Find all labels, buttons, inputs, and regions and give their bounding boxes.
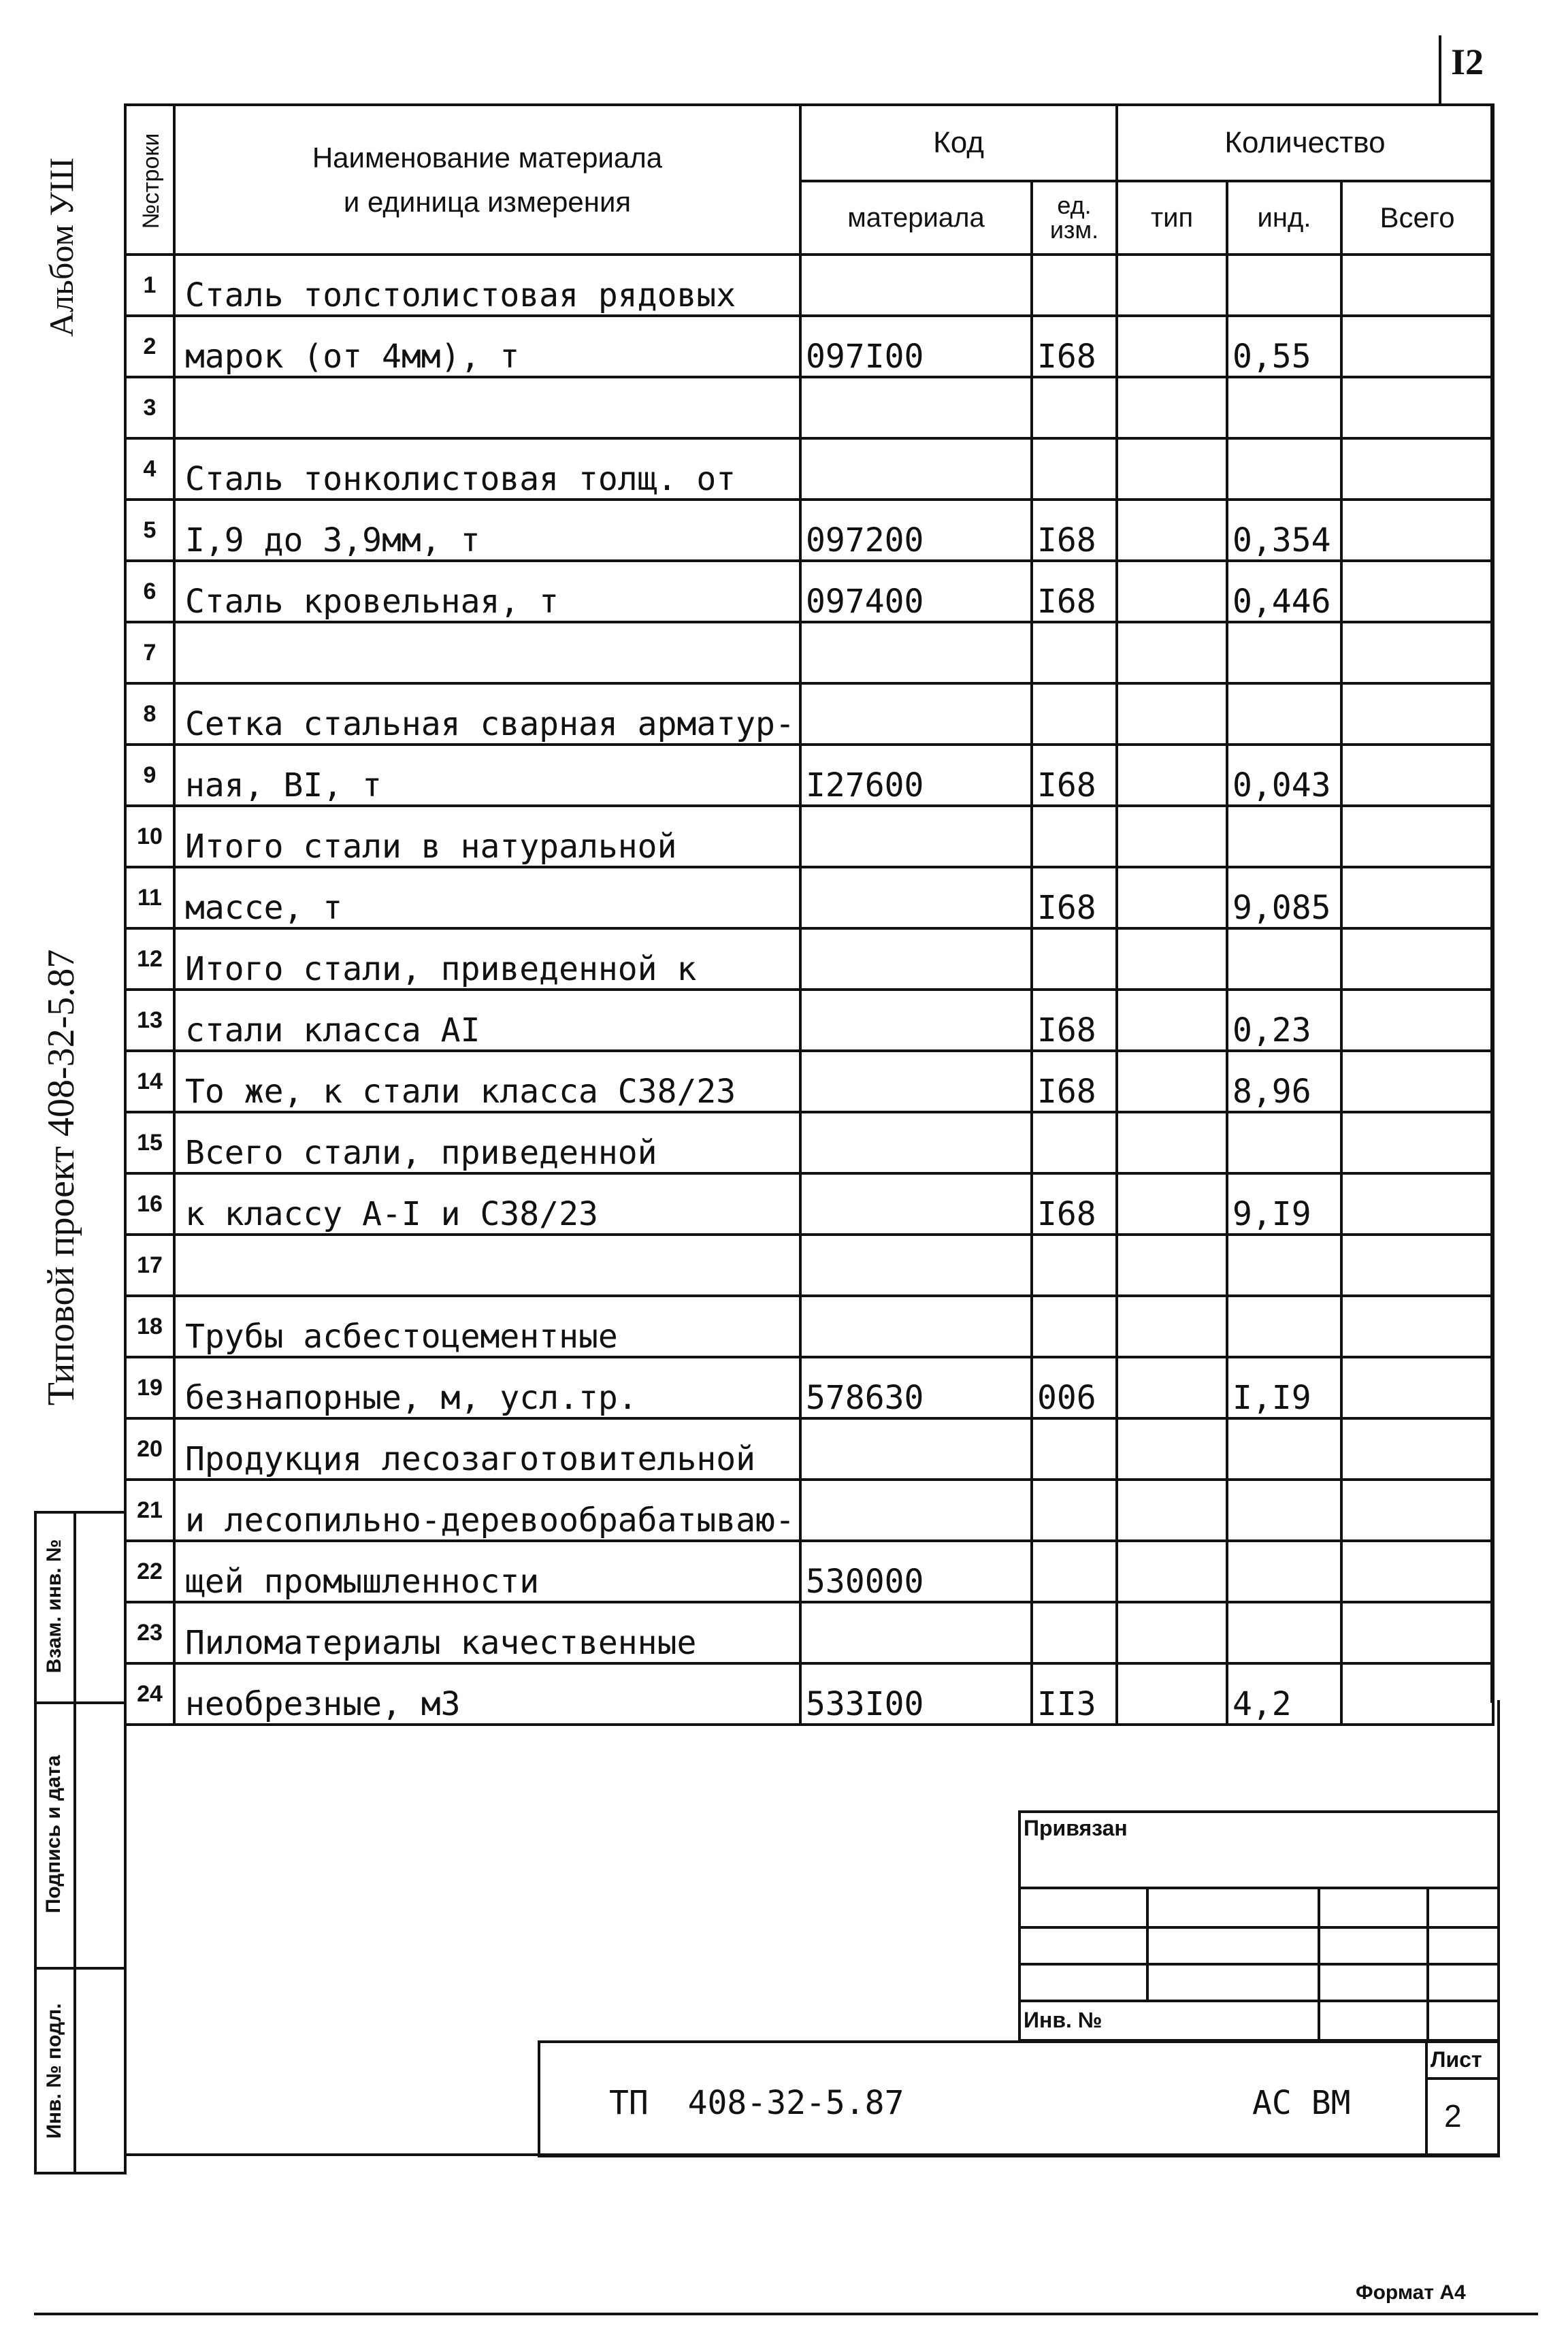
- row-number: 16: [125, 1173, 174, 1235]
- qty-type: [1117, 1051, 1227, 1112]
- unit-code: I68: [1032, 1051, 1117, 1112]
- material-name: ная, BI, т: [174, 745, 800, 806]
- table-row: [125, 255, 1493, 316]
- header-qty-type: тип: [1117, 181, 1227, 255]
- qty-total: [1341, 1418, 1493, 1480]
- row-number: 17: [125, 1235, 174, 1296]
- table-row: [125, 1296, 1493, 1357]
- table-row: [125, 622, 1493, 683]
- qty-total: [1341, 1663, 1493, 1725]
- row-number: 6: [125, 561, 174, 622]
- material-code: 097I00: [800, 316, 1032, 377]
- materials-table: [124, 103, 1494, 1726]
- unit-code: [1032, 1480, 1117, 1541]
- row-number: 9: [125, 745, 174, 806]
- material-name: щей промышленности: [174, 1541, 800, 1602]
- qty-total: [1341, 255, 1493, 316]
- table-row: [125, 438, 1493, 500]
- table-row: [125, 316, 1493, 377]
- qty-type: [1117, 745, 1227, 806]
- row-number: 22: [125, 1541, 174, 1602]
- format-label: Формат А4: [1356, 2281, 1466, 2304]
- side-label-podpis: Подпись и дата: [42, 1755, 65, 1914]
- qty-ind: [1227, 1480, 1341, 1541]
- qty-ind: [1227, 928, 1341, 990]
- material-name: стали класса AI: [174, 990, 800, 1051]
- qty-type: [1117, 1235, 1227, 1296]
- sheet-label: Лист: [1431, 2047, 1482, 2072]
- header-qty-group: Количество: [1117, 105, 1493, 181]
- qty-type: [1117, 1173, 1227, 1235]
- row-number: 8: [125, 683, 174, 745]
- qty-total: [1341, 1051, 1493, 1112]
- qty-total: [1341, 1235, 1493, 1296]
- qty-total: [1341, 928, 1493, 990]
- material-code: 097200: [800, 500, 1032, 561]
- qty-ind: [1227, 377, 1341, 438]
- table-row: [125, 1418, 1493, 1480]
- qty-ind: 0,354: [1227, 500, 1341, 561]
- qty-total: [1341, 561, 1493, 622]
- qty-type: [1117, 928, 1227, 990]
- project-label: Типовой проект 408-32-5.87: [40, 949, 82, 1406]
- table-row: [125, 377, 1493, 438]
- qty-ind: [1227, 1541, 1341, 1602]
- unit-code: [1032, 1112, 1117, 1173]
- qty-total: [1341, 1296, 1493, 1357]
- table-row: [125, 1541, 1493, 1602]
- header-name: Наименование материала и единица измерения: [174, 105, 800, 255]
- material-name: I,9 до 3,9мм, т: [174, 500, 800, 561]
- row-number: 18: [125, 1296, 174, 1357]
- qty-ind: 4,2: [1227, 1663, 1341, 1725]
- material-name: Итого стали, приведенной к: [174, 928, 800, 990]
- inv-no-label: Инв. №: [1024, 2008, 1102, 2032]
- table-row: [125, 928, 1493, 990]
- qty-type: [1117, 1480, 1227, 1541]
- qty-type: [1117, 806, 1227, 867]
- unit-code: [1032, 1541, 1117, 1602]
- qty-ind: [1227, 622, 1341, 683]
- table-row: [125, 806, 1493, 867]
- qty-ind: 0,446: [1227, 561, 1341, 622]
- bottom-rule: [34, 2313, 1538, 2315]
- material-name: Трубы асбестоцементные: [174, 1296, 800, 1357]
- qty-ind: [1227, 255, 1341, 316]
- unit-code: [1032, 1418, 1117, 1480]
- material-name: марок (от 4мм), т: [174, 316, 800, 377]
- qty-type: [1117, 1663, 1227, 1725]
- unit-code: [1032, 438, 1117, 500]
- unit-code: [1032, 806, 1117, 867]
- unit-code: I68: [1032, 561, 1117, 622]
- row-number: 5: [125, 500, 174, 561]
- material-name: Пиломатериалы качественные: [174, 1602, 800, 1663]
- material-code: [800, 1418, 1032, 1480]
- privyazan-label: Привязан: [1024, 1816, 1128, 1840]
- material-code: [800, 806, 1032, 867]
- qty-ind: 0,043: [1227, 745, 1341, 806]
- privyazan-v-2: [1318, 1887, 1320, 2042]
- material-name: Сталь кровельная, т: [174, 561, 800, 622]
- qty-ind: 8,96: [1227, 1051, 1341, 1112]
- qty-ind: 9,085: [1227, 867, 1341, 928]
- unit-code: [1032, 683, 1117, 745]
- header-code-unit: ед. изм.: [1032, 181, 1117, 255]
- qty-total: [1341, 806, 1493, 867]
- qty-type: [1117, 438, 1227, 500]
- qty-type: [1117, 1112, 1227, 1173]
- row-number: 15: [125, 1112, 174, 1173]
- material-code: [800, 1602, 1032, 1663]
- qty-total: [1341, 745, 1493, 806]
- material-code: 097400: [800, 561, 1032, 622]
- qty-type: [1117, 683, 1227, 745]
- row-number: 12: [125, 928, 174, 990]
- material-code: [800, 1480, 1032, 1541]
- material-name: необрезные, м3: [174, 1663, 800, 1725]
- qty-ind: [1227, 438, 1341, 500]
- qty-total: [1341, 1480, 1493, 1541]
- table-row: [125, 1051, 1493, 1112]
- unit-code: II3: [1032, 1663, 1117, 1725]
- row-number: 14: [125, 1051, 174, 1112]
- material-code: 533I00: [800, 1663, 1032, 1725]
- qty-ind: [1227, 683, 1341, 745]
- qty-ind: 9,I9: [1227, 1173, 1341, 1235]
- frame-right-outer: [1490, 103, 1493, 1703]
- sheet-number: 2: [1444, 2098, 1462, 2134]
- unit-code: I68: [1032, 316, 1117, 377]
- qty-type: [1117, 1357, 1227, 1418]
- qty-type: [1117, 1296, 1227, 1357]
- unit-code: I68: [1032, 745, 1117, 806]
- material-name: Сталь толстолистовая рядовых: [174, 255, 800, 316]
- qty-type: [1117, 867, 1227, 928]
- qty-ind: 0,23: [1227, 990, 1341, 1051]
- row-number: 1: [125, 255, 174, 316]
- qty-total: [1341, 990, 1493, 1051]
- qty-total: [1341, 1541, 1493, 1602]
- material-code: [800, 1296, 1032, 1357]
- unit-code: I68: [1032, 1173, 1117, 1235]
- title-block-sheet-divider: [1425, 2040, 1428, 2157]
- material-name: массе, т: [174, 867, 800, 928]
- side-stamp-divider: [74, 1511, 76, 2174]
- material-name: Сетка стальная сварная арматур-: [174, 683, 800, 745]
- material-code: [800, 622, 1032, 683]
- unit-code: [1032, 255, 1117, 316]
- material-code: [800, 1051, 1032, 1112]
- qty-ind: [1227, 806, 1341, 867]
- qty-type: [1117, 622, 1227, 683]
- row-number: 7: [125, 622, 174, 683]
- qty-type: [1117, 500, 1227, 561]
- material-code: [800, 683, 1032, 745]
- material-code: [800, 990, 1032, 1051]
- material-name: То же, к стали класса С38/23: [174, 1051, 800, 1112]
- table-row: [125, 867, 1493, 928]
- qty-ind: 0,55: [1227, 316, 1341, 377]
- material-code: [800, 1112, 1032, 1173]
- material-code: [800, 377, 1032, 438]
- header-code-group: Код: [800, 105, 1117, 181]
- privyazan-v-3: [1426, 1887, 1429, 2042]
- qty-total: [1341, 377, 1493, 438]
- material-name: Сталь тонколистовая толщ. от: [174, 438, 800, 500]
- table-row: [125, 1357, 1493, 1418]
- row-number: 23: [125, 1602, 174, 1663]
- unit-code: [1032, 377, 1117, 438]
- qty-total: [1341, 1112, 1493, 1173]
- material-code: 578630: [800, 1357, 1032, 1418]
- material-name: безнапорные, м, усл.тр.: [174, 1357, 800, 1418]
- table-row: [125, 1235, 1493, 1296]
- row-number: 13: [125, 990, 174, 1051]
- unit-code: [1032, 1602, 1117, 1663]
- qty-total: [1341, 1602, 1493, 1663]
- qty-total: [1341, 316, 1493, 377]
- page-number-divider: [1439, 35, 1441, 106]
- table-row: [125, 1173, 1493, 1235]
- side-label-inv: Инв. № подл.: [43, 2003, 65, 2139]
- table-row: [125, 561, 1493, 622]
- material-code: 530000: [800, 1541, 1032, 1602]
- unit-code: [1032, 622, 1117, 683]
- qty-ind: [1227, 1418, 1341, 1480]
- row-number: 3: [125, 377, 174, 438]
- row-number: 4: [125, 438, 174, 500]
- qty-type: [1117, 1541, 1227, 1602]
- qty-total: [1341, 500, 1493, 561]
- table-row: [125, 990, 1493, 1051]
- page-number: I2: [1451, 42, 1484, 82]
- unit-code: I68: [1032, 867, 1117, 928]
- material-name: [174, 1235, 800, 1296]
- side-stamp-sep-1: [34, 1701, 127, 1704]
- table-row: [125, 745, 1493, 806]
- row-number: 21: [125, 1480, 174, 1541]
- material-code: [800, 1235, 1032, 1296]
- qty-ind: [1227, 1235, 1341, 1296]
- table-row: [125, 500, 1493, 561]
- unit-code: [1032, 928, 1117, 990]
- album-label: Альбом УШ: [42, 157, 80, 337]
- qty-total: [1341, 683, 1493, 745]
- material-code: [800, 255, 1032, 316]
- qty-ind: [1227, 1296, 1341, 1357]
- qty-type: [1117, 1602, 1227, 1663]
- qty-total: [1341, 1357, 1493, 1418]
- doc-section: АС ВМ: [1252, 2084, 1351, 2122]
- qty-type: [1117, 316, 1227, 377]
- row-number: 11: [125, 867, 174, 928]
- header-qty-total: Всего: [1341, 181, 1493, 255]
- material-code: [800, 1173, 1032, 1235]
- header-qty-ind: инд.: [1227, 181, 1341, 255]
- material-name: к классу A-I и С38/23: [174, 1173, 800, 1235]
- header-code-material: материала: [800, 181, 1032, 255]
- material-code: [800, 438, 1032, 500]
- table-row: [125, 683, 1493, 745]
- qty-type: [1117, 1418, 1227, 1480]
- table-row: [125, 1663, 1493, 1725]
- privyazan-v-1: [1146, 1887, 1149, 2000]
- unit-code: I68: [1032, 990, 1117, 1051]
- material-code: I27600: [800, 745, 1032, 806]
- qty-total: [1341, 1173, 1493, 1235]
- qty-type: [1117, 255, 1227, 316]
- qty-ind: [1227, 1602, 1341, 1663]
- row-number: 20: [125, 1418, 174, 1480]
- material-name: и лесопильно-деревообрабатываю-: [174, 1480, 800, 1541]
- row-number: 19: [125, 1357, 174, 1418]
- unit-code: [1032, 1235, 1117, 1296]
- row-number: 24: [125, 1663, 174, 1725]
- qty-ind: I,I9: [1227, 1357, 1341, 1418]
- side-label-vzam: Взам. инв. №: [43, 1539, 65, 1674]
- material-name: [174, 377, 800, 438]
- material-name: [174, 622, 800, 683]
- material-code: [800, 928, 1032, 990]
- unit-code: 006: [1032, 1357, 1117, 1418]
- qty-type: [1117, 377, 1227, 438]
- qty-total: [1341, 867, 1493, 928]
- table-row: [125, 1602, 1493, 1663]
- qty-type: [1117, 990, 1227, 1051]
- row-number: 2: [125, 316, 174, 377]
- material-name: Всего стали, приведенной: [174, 1112, 800, 1173]
- material-name: Продукция лесозаготовительной: [174, 1418, 800, 1480]
- row-number: 10: [125, 806, 174, 867]
- unit-code: [1032, 1296, 1117, 1357]
- title-block-sheet-sep: [1425, 2077, 1500, 2080]
- frame-left-line: [124, 1700, 127, 2156]
- header-row-number: №строки: [125, 105, 174, 255]
- doc-code: ТП 408-32-5.87: [609, 2084, 904, 2122]
- material-name: Итого стали в натуральной: [174, 806, 800, 867]
- qty-total: [1341, 438, 1493, 500]
- qty-ind: [1227, 1112, 1341, 1173]
- qty-total: [1341, 622, 1493, 683]
- unit-code: I68: [1032, 500, 1117, 561]
- table-row: [125, 1480, 1493, 1541]
- table-row: [125, 1112, 1493, 1173]
- qty-type: [1117, 561, 1227, 622]
- material-code: [800, 867, 1032, 928]
